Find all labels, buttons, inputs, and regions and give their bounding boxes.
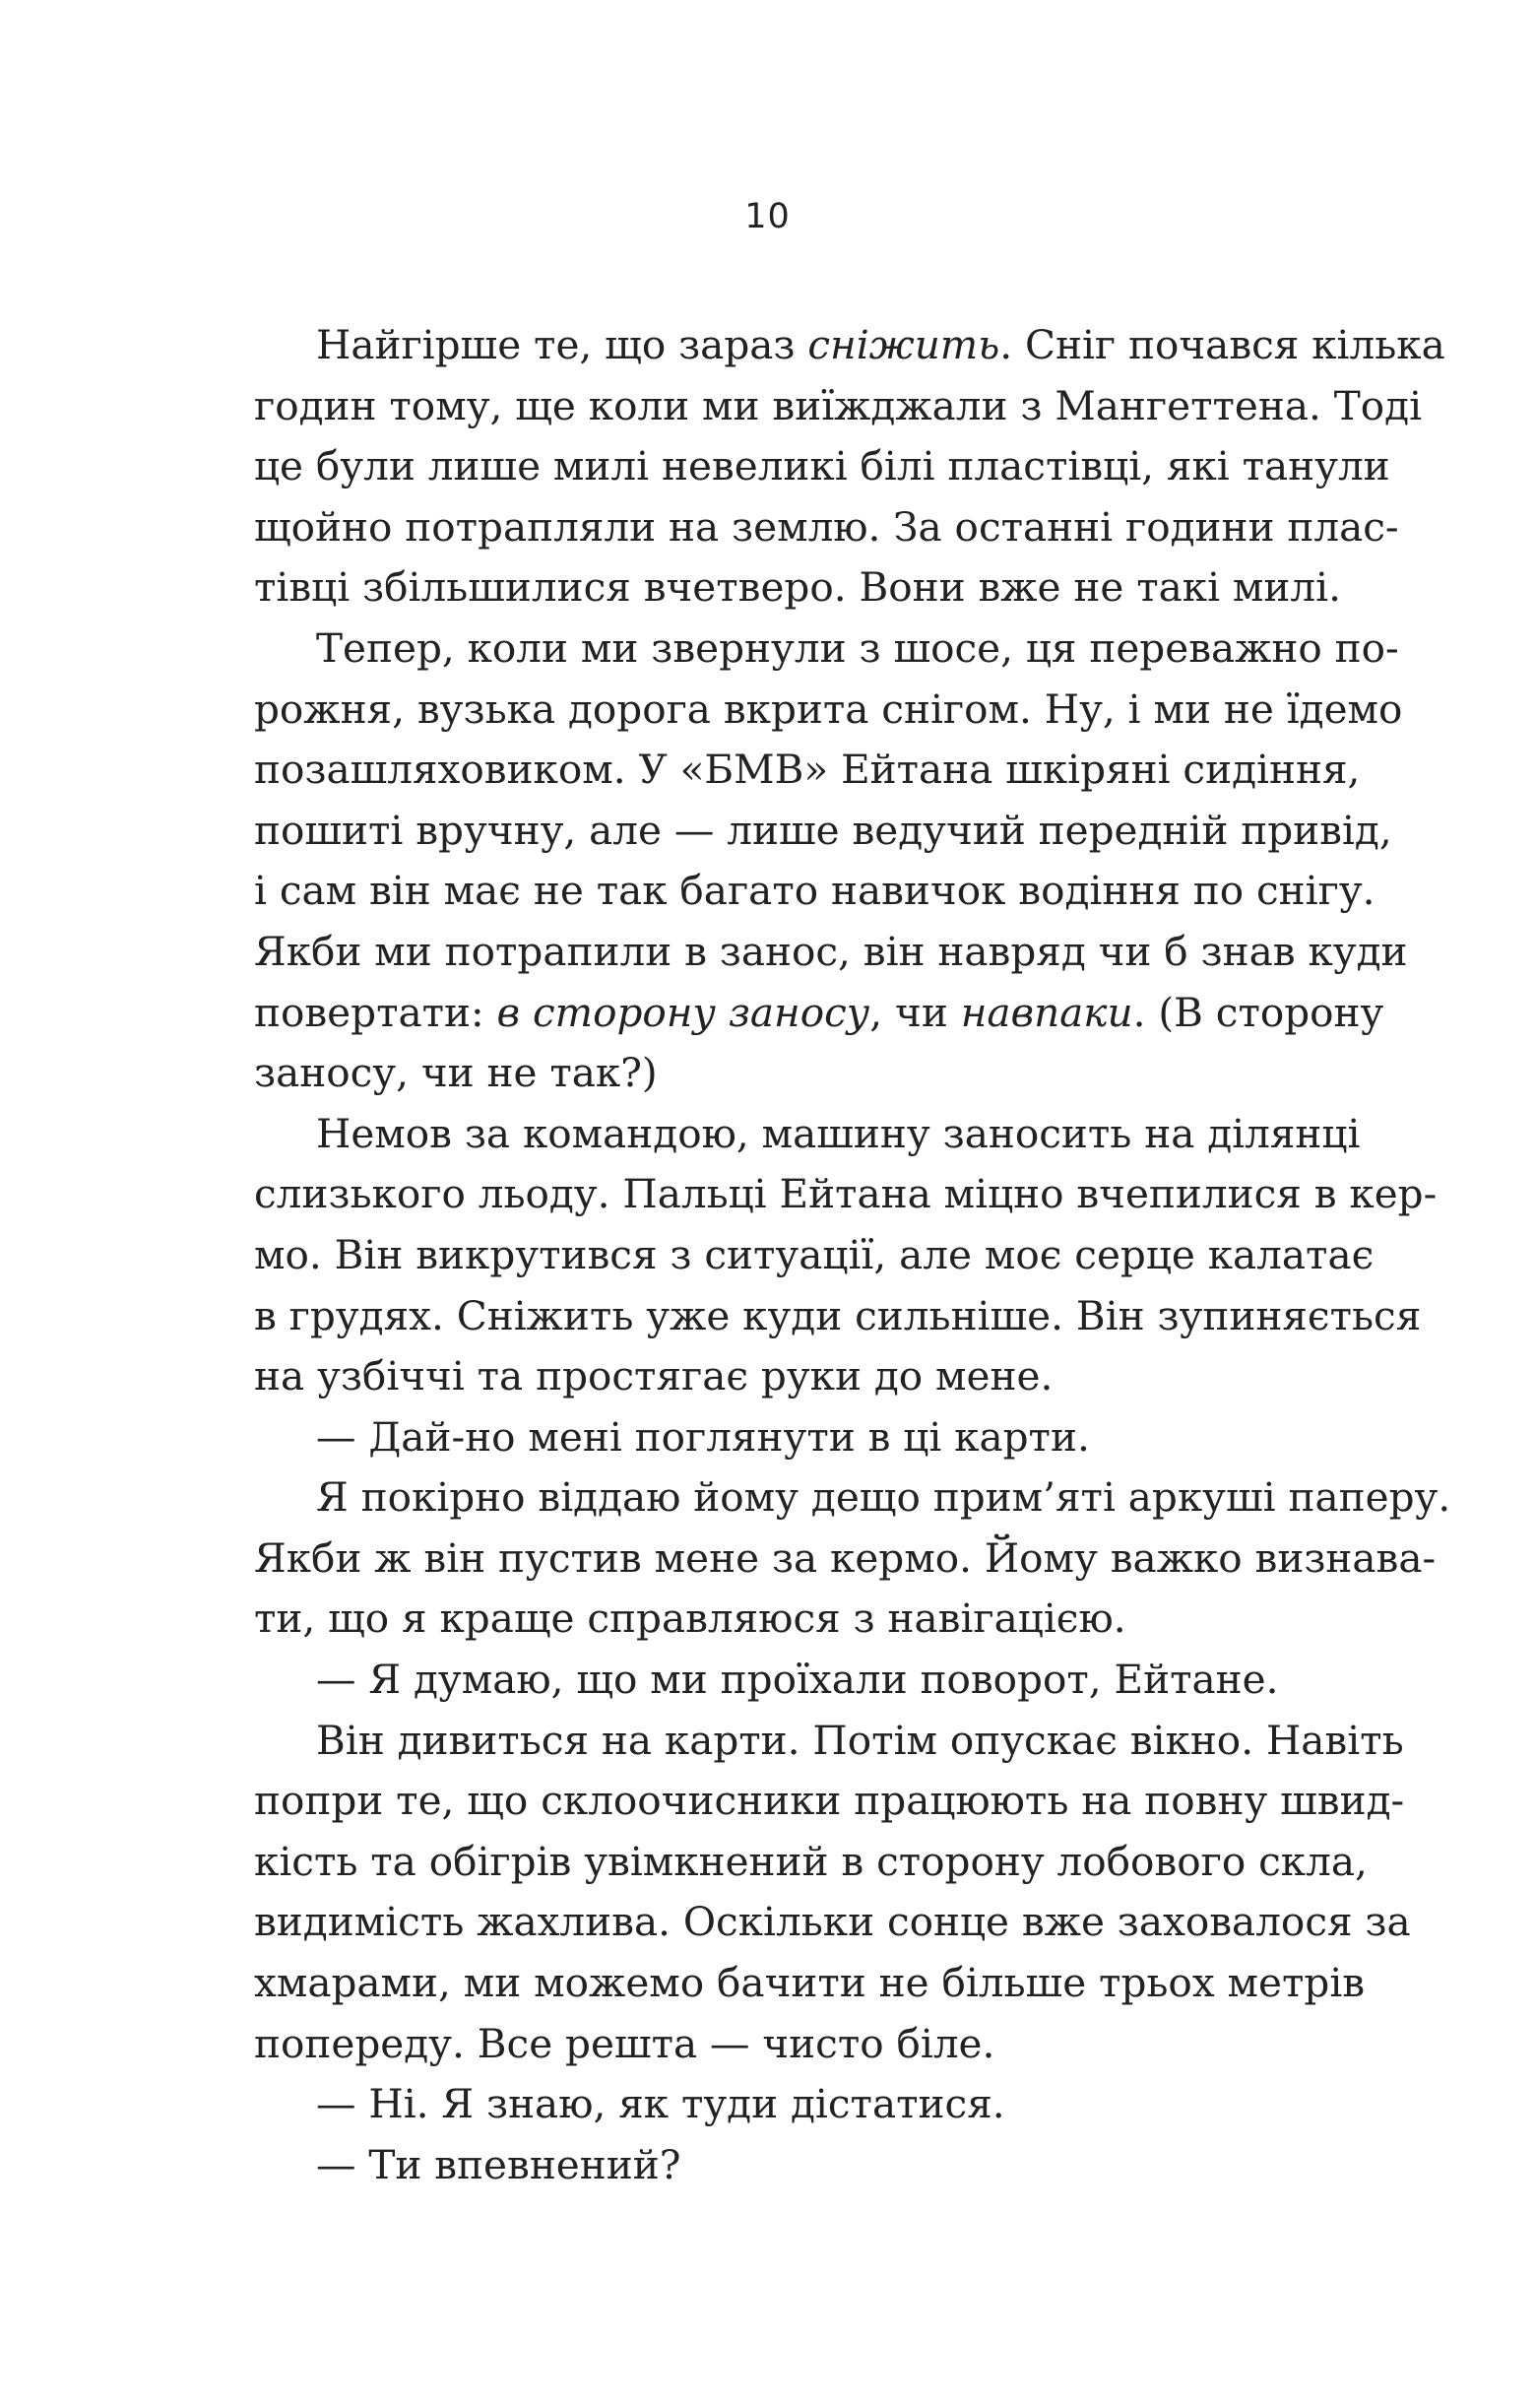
text-line bbox=[254, 740, 1361, 801]
text-line bbox=[254, 1407, 1280, 1468]
text-line bbox=[254, 1711, 1404, 1772]
text-line bbox=[254, 1346, 1280, 1407]
text-line bbox=[254, 1225, 1375, 1286]
text-line bbox=[254, 436, 1390, 497]
text-line bbox=[254, 2135, 1280, 2196]
text-segment: — Ти впевнений? bbox=[316, 2140, 681, 2188]
text-line bbox=[254, 1467, 1451, 1529]
text-segment: в грудях. Сніжить уже куди сильніше. Він зупиняється bbox=[254, 1291, 1422, 1339]
text-segment: щойно потрапляли на землю. За останні години плас- bbox=[254, 502, 1399, 551]
text-segment: Тепер, коли ми звернули з шосе, ця переважно по- bbox=[316, 623, 1399, 672]
text-line bbox=[254, 376, 1423, 437]
text-segment: — Дай-но мені поглянути в ці карти. bbox=[316, 1412, 1090, 1461]
body-text bbox=[254, 315, 1451, 2195]
text-line bbox=[254, 922, 1408, 983]
text-line bbox=[254, 1953, 1366, 2014]
text-segment: , чи bbox=[869, 988, 961, 1036]
text-segment: Найгірше те, що зараз bbox=[316, 321, 808, 368]
text-line bbox=[254, 2014, 1280, 2075]
text-line bbox=[254, 680, 1403, 741]
text-segment: — Я думаю, що ми проїхали поворот, Ейтане. bbox=[316, 1656, 1279, 1704]
text-segment: кість та обігрів увімкнений в сторону лобового скла, bbox=[254, 1837, 1368, 1885]
text-segment: ти, що я краще справляюся з навігацією. bbox=[254, 1594, 1126, 1643]
text-line bbox=[254, 801, 1392, 862]
italic-text: навпаки bbox=[960, 988, 1133, 1036]
italic-text: в сторону заносу bbox=[496, 988, 870, 1036]
text-segment: Я покірно віддаю йому дещо прим’яті аркуші паперу. bbox=[316, 1473, 1451, 1522]
text-line bbox=[254, 497, 1399, 558]
text-segment: пошиті вручну, але — лише ведучий передній привід, bbox=[254, 806, 1392, 854]
text-segment: Він дивиться на карти. Потім опускає вікно. Навіть bbox=[316, 1716, 1404, 1764]
text-line bbox=[254, 861, 1375, 922]
text-line bbox=[254, 618, 1399, 680]
text-segment: і сам він має не так багато навичок водіння по снігу. bbox=[254, 867, 1375, 915]
text-line bbox=[254, 557, 1341, 618]
text-segment: позашляховиком. У «БМВ» Ейтана шкіряні сидіння, bbox=[254, 746, 1361, 794]
text-segment: — Ні. Я знаю, як туди дістатися. bbox=[316, 2080, 1005, 2128]
text-segment: . (В сторону bbox=[1132, 988, 1384, 1036]
text-line bbox=[254, 1892, 1411, 1953]
italic-text: сніжить bbox=[807, 321, 1000, 368]
text-segment: мо. Він викрутився з ситуації, але моє серце калатає bbox=[254, 1230, 1375, 1278]
text-segment: попри те, що склоочисники працюють на повну швид- bbox=[254, 1777, 1405, 1825]
text-line bbox=[254, 2074, 1280, 2135]
text-segment: . Сніг почався кілька bbox=[999, 321, 1445, 368]
text-segment: слизького льоду. Пальці Ейтана міцно вчепилися в кер- bbox=[254, 1170, 1438, 1218]
text-segment: хмарами, ми можемо бачити не більше трьох метрів bbox=[254, 1959, 1366, 2007]
text-segment: годин тому, ще коли ми виїжджали з Мангеттена. Тоді bbox=[254, 381, 1423, 429]
text-line bbox=[254, 1104, 1361, 1165]
text-segment: заносу, чи не так?) bbox=[254, 1049, 658, 1097]
text-segment: Якби ми потрапили в занос, він навряд чи б знав куди bbox=[254, 927, 1408, 975]
text-line bbox=[254, 1832, 1368, 1893]
text-segment: повертати: bbox=[254, 988, 497, 1036]
text-segment: Якби ж він пустив мене за кермо. Йому важко визнава- bbox=[254, 1533, 1437, 1582]
text-line bbox=[254, 1286, 1422, 1347]
text-segment: рожня, вузька дорога вкрита снігом. Ну, і ми не їдемо bbox=[254, 684, 1403, 733]
text-line bbox=[254, 983, 1384, 1044]
text-segment: видимість жахлива. Оскільки сонце вже заховалося за bbox=[254, 1898, 1411, 1946]
text-segment: попереду. Все решта — чисто біле. bbox=[254, 2019, 995, 2067]
text-line bbox=[254, 1771, 1405, 1832]
text-segment: тівці збільшилися вчетверо. Вони вже не такі милі. bbox=[254, 563, 1341, 612]
text-line bbox=[254, 1650, 1280, 1711]
text-segment: на узбіччі та простягає руки до мене. bbox=[254, 1352, 1054, 1400]
text-line bbox=[254, 315, 1445, 376]
text-line bbox=[254, 1589, 1280, 1650]
text-segment: Немов за командою, машину заносить на ділянці bbox=[316, 1109, 1361, 1157]
page-number: 10 bbox=[744, 197, 791, 236]
text-line bbox=[254, 1043, 1280, 1104]
text-segment: це були лише милі невеликі білі пластівці, які танули bbox=[254, 442, 1390, 490]
text-line bbox=[254, 1164, 1438, 1225]
text-line bbox=[254, 1529, 1437, 1590]
